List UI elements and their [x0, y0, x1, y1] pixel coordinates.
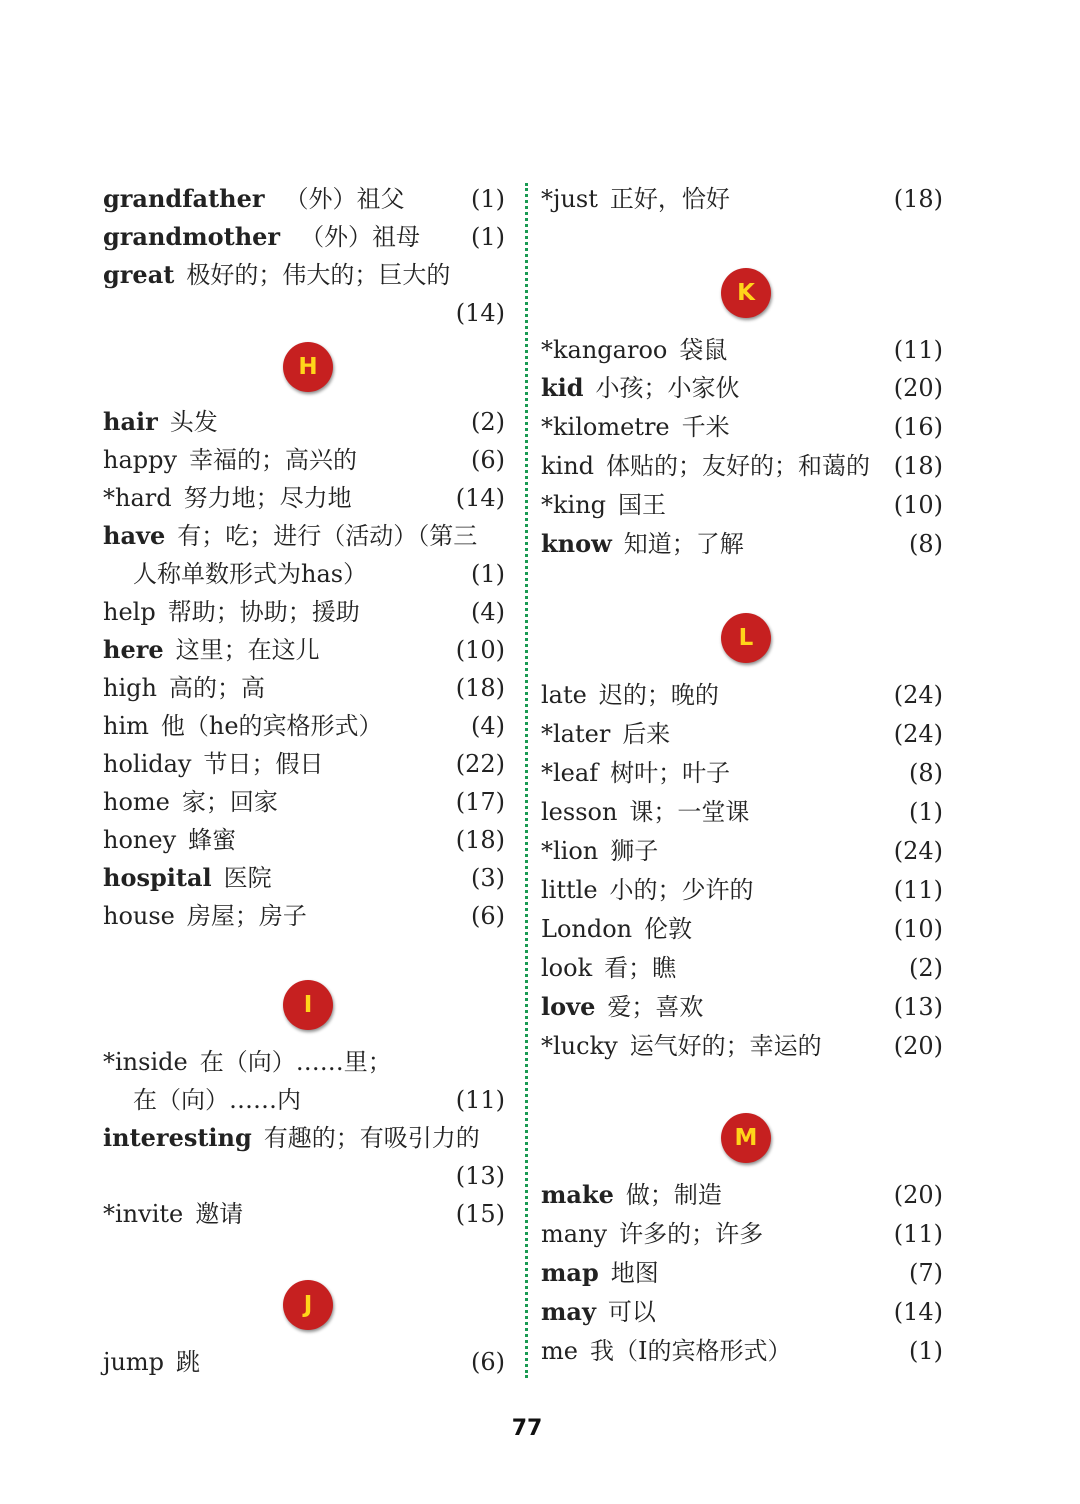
entry-help — [103, 593, 505, 631]
lesson-number: (17) — [455, 788, 505, 816]
definition: 极好的；伟大的；巨大的 — [186, 261, 451, 289]
entry-lucky — [541, 1027, 943, 1065]
definition: 头发 — [169, 408, 218, 436]
lesson-number: (24) — [893, 681, 943, 709]
entry-have — [103, 517, 505, 555]
entry-lion — [541, 832, 943, 870]
lesson-number: (18) — [455, 826, 505, 854]
lesson-number: (1) — [471, 223, 505, 251]
headword: grandmother — [103, 222, 281, 251]
definition: 袋鼠 — [679, 336, 728, 364]
lesson-number: (20) — [893, 374, 943, 402]
entry-hair — [103, 403, 505, 441]
entry-jump — [103, 1343, 505, 1381]
lesson-number: (18) — [893, 452, 943, 480]
entry-look — [541, 949, 943, 987]
lesson-number: (20) — [893, 1181, 943, 1209]
headword: lesson — [541, 798, 618, 826]
entry-just — [541, 180, 943, 218]
entry-london — [541, 910, 943, 948]
entry-hard — [103, 479, 505, 517]
headword: hair — [103, 407, 158, 436]
entry-know — [541, 525, 943, 563]
definition: （外）祖父 — [284, 185, 405, 213]
entry-have-continuation: 人称单数形式为has） — [133, 560, 368, 588]
definition: 地图 — [610, 1259, 659, 1287]
section-badge-h: H — [283, 342, 333, 392]
definition: 爱；喜欢 — [607, 993, 704, 1021]
headword: *king — [541, 491, 607, 519]
lesson-number: (8) — [909, 759, 943, 787]
lesson-number: (4) — [471, 598, 505, 626]
lesson-number: (6) — [471, 1348, 505, 1376]
lesson-number: (8) — [909, 530, 943, 558]
section-badge-l: L — [721, 613, 771, 663]
headword: jump — [103, 1348, 165, 1376]
headword: *just — [541, 185, 598, 213]
headword: *kangaroo — [541, 336, 668, 364]
entry-later — [541, 715, 943, 753]
section-badge-k: K — [721, 268, 771, 318]
entry-inside-number — [103, 1081, 505, 1119]
headword: here — [103, 635, 164, 664]
definition: 小的；少许的 — [609, 876, 754, 904]
definition: 这里；在这儿 — [175, 636, 320, 664]
definition: 家；回家 — [181, 788, 278, 816]
lesson-number: (11) — [455, 1086, 505, 1114]
headword: *hard — [103, 484, 172, 512]
definition: 迟的；晚的 — [598, 681, 719, 709]
headword: late — [541, 681, 587, 709]
definition: 正好，恰好 — [609, 185, 730, 213]
definition: 狮子 — [610, 837, 659, 865]
lesson-number: (1) — [909, 1337, 943, 1365]
headword: kind — [541, 452, 595, 480]
headword: have — [103, 521, 166, 550]
definition: 小孩；小家伙 — [595, 374, 740, 402]
entry-king — [541, 486, 943, 524]
headword: *inside — [103, 1048, 188, 1076]
lesson-number: (3) — [471, 864, 505, 892]
lesson-number: (10) — [893, 915, 943, 943]
headword: may — [541, 1297, 596, 1326]
entry-inside-continuation: 在（向）……内 — [133, 1086, 301, 1114]
lesson-number: (2) — [909, 954, 943, 982]
definition: 做；制造 — [625, 1181, 722, 1209]
definition: 许多的；许多 — [619, 1220, 764, 1248]
definition: 可以 — [607, 1298, 656, 1326]
definition: （外）祖母 — [300, 223, 421, 251]
definition: 我（I的宾格形式） — [589, 1337, 792, 1365]
headword: *lion — [541, 837, 599, 865]
headword: know — [541, 529, 612, 558]
definition: 房屋；房子 — [186, 902, 307, 930]
headword: look — [541, 954, 593, 982]
lesson-number: (24) — [893, 837, 943, 865]
lesson-number: (11) — [893, 336, 943, 364]
entry-kid — [541, 369, 943, 407]
page-number: 77 — [511, 1416, 543, 1441]
lesson-number: (7) — [909, 1259, 943, 1287]
definition: 他（he的宾格形式） — [160, 712, 383, 740]
definition: 高的；高 — [168, 674, 265, 702]
entry-kilometre — [541, 408, 943, 446]
definition: 千米 — [681, 413, 730, 441]
entry-kind — [541, 447, 943, 485]
lesson-number: (2) — [471, 408, 505, 436]
definition: 国王 — [618, 491, 667, 519]
entry-little — [541, 871, 943, 909]
headword: happy — [103, 446, 178, 474]
headword: high — [103, 674, 157, 702]
headword: *kilometre — [541, 413, 670, 441]
headword: love — [541, 992, 596, 1021]
entry-lesson — [541, 793, 943, 831]
headword: many — [541, 1220, 608, 1248]
headword: map — [541, 1258, 599, 1287]
entry-happy — [103, 441, 505, 479]
entry-grandmother — [103, 218, 505, 256]
definition: 节日；假日 — [203, 750, 324, 778]
definition: 有；吃；进行（活动）（第三 — [177, 522, 478, 550]
definition: 伦敦 — [644, 915, 693, 943]
headword: honey — [103, 826, 177, 854]
section-badge-m: M — [721, 1113, 771, 1163]
headword: grandfather — [103, 184, 265, 213]
entry-may — [541, 1293, 943, 1331]
definition: 知道；了解 — [623, 530, 744, 558]
definition: 努力地；尽力地 — [183, 484, 352, 512]
headword: me — [541, 1337, 578, 1365]
headword: *lucky — [541, 1032, 618, 1060]
headword: London — [541, 915, 633, 943]
entry-high — [103, 669, 505, 707]
definition: 体贴的；友好的；和蔼的 — [606, 452, 871, 480]
lesson-number: (22) — [455, 750, 505, 778]
entry-interesting — [103, 1119, 505, 1157]
lesson-number: (6) — [471, 902, 505, 930]
lesson-number: (14) — [893, 1298, 943, 1326]
headword: hospital — [103, 863, 212, 892]
entry-great-number — [103, 294, 505, 332]
lesson-number: (10) — [455, 636, 505, 664]
column-divider — [525, 183, 528, 1378]
headword: him — [103, 712, 149, 740]
entry-love — [541, 988, 943, 1026]
entry-make — [541, 1176, 943, 1214]
entry-holiday — [103, 745, 505, 783]
definition: 后来 — [622, 720, 671, 748]
entry-him — [103, 707, 505, 745]
headword: interesting — [103, 1123, 252, 1152]
headword: *leaf — [541, 759, 599, 787]
lesson-number: (11) — [893, 876, 943, 904]
definition: 运气好的；幸运的 — [629, 1032, 822, 1060]
definition: 树叶；叶子 — [610, 759, 731, 787]
definition: 在（向）……里； — [199, 1048, 392, 1076]
lesson-number: (6) — [471, 446, 505, 474]
entry-map — [541, 1254, 943, 1292]
section-badge-j: J — [283, 1280, 333, 1330]
lesson-number: (18) — [455, 674, 505, 702]
entry-great — [103, 256, 505, 294]
lesson-number: (14) — [455, 484, 505, 512]
lesson-number: (1) — [471, 185, 505, 213]
entry-invite — [103, 1195, 505, 1233]
lesson-number: (4) — [471, 712, 505, 740]
lesson-number: (14) — [455, 299, 505, 327]
lesson-number: (10) — [893, 491, 943, 519]
definition: 有趣的；有吸引力的 — [263, 1124, 480, 1152]
headword: make — [541, 1180, 614, 1209]
definition: 课；一堂课 — [629, 798, 750, 826]
headword: *later — [541, 720, 611, 748]
headword: home — [103, 788, 170, 816]
definition: 跳 — [176, 1348, 201, 1376]
lesson-number: (15) — [455, 1200, 505, 1228]
headword: holiday — [103, 750, 192, 778]
lesson-number: (1) — [909, 798, 943, 826]
entry-here — [103, 631, 505, 669]
definition: 看；瞧 — [604, 954, 677, 982]
entry-have-number — [103, 555, 505, 593]
lesson-number: (18) — [893, 185, 943, 213]
headword: house — [103, 902, 175, 930]
headword: *invite — [103, 1200, 184, 1228]
lesson-number: (20) — [893, 1032, 943, 1060]
entry-me — [541, 1332, 943, 1370]
entry-inside — [103, 1043, 505, 1081]
entry-hospital — [103, 859, 505, 897]
definition: 帮助；协助；援助 — [167, 598, 360, 626]
entry-leaf — [541, 754, 943, 792]
headword: help — [103, 598, 156, 626]
headword: little — [541, 876, 598, 904]
headword: great — [103, 260, 175, 289]
lesson-number: (11) — [893, 1220, 943, 1248]
section-badge-i: I — [283, 980, 333, 1030]
lesson-number: (13) — [893, 993, 943, 1021]
entry-home — [103, 783, 505, 821]
lesson-number: (13) — [455, 1162, 505, 1190]
lesson-number: (24) — [893, 720, 943, 748]
entry-interesting-number — [103, 1157, 505, 1195]
headword: kid — [541, 373, 584, 402]
entry-many — [541, 1215, 943, 1253]
definition: 邀请 — [195, 1200, 244, 1228]
definition: 蜂蜜 — [188, 826, 237, 854]
definition: 幸福的；高兴的 — [189, 446, 358, 474]
entry-grandfather — [103, 180, 505, 218]
entry-kangaroo — [541, 331, 943, 369]
lesson-number: (16) — [893, 413, 943, 441]
entry-honey — [103, 821, 505, 859]
entry-late — [541, 676, 943, 714]
definition: 医院 — [223, 864, 272, 892]
entry-house — [103, 897, 505, 935]
lesson-number: (1) — [471, 560, 505, 588]
